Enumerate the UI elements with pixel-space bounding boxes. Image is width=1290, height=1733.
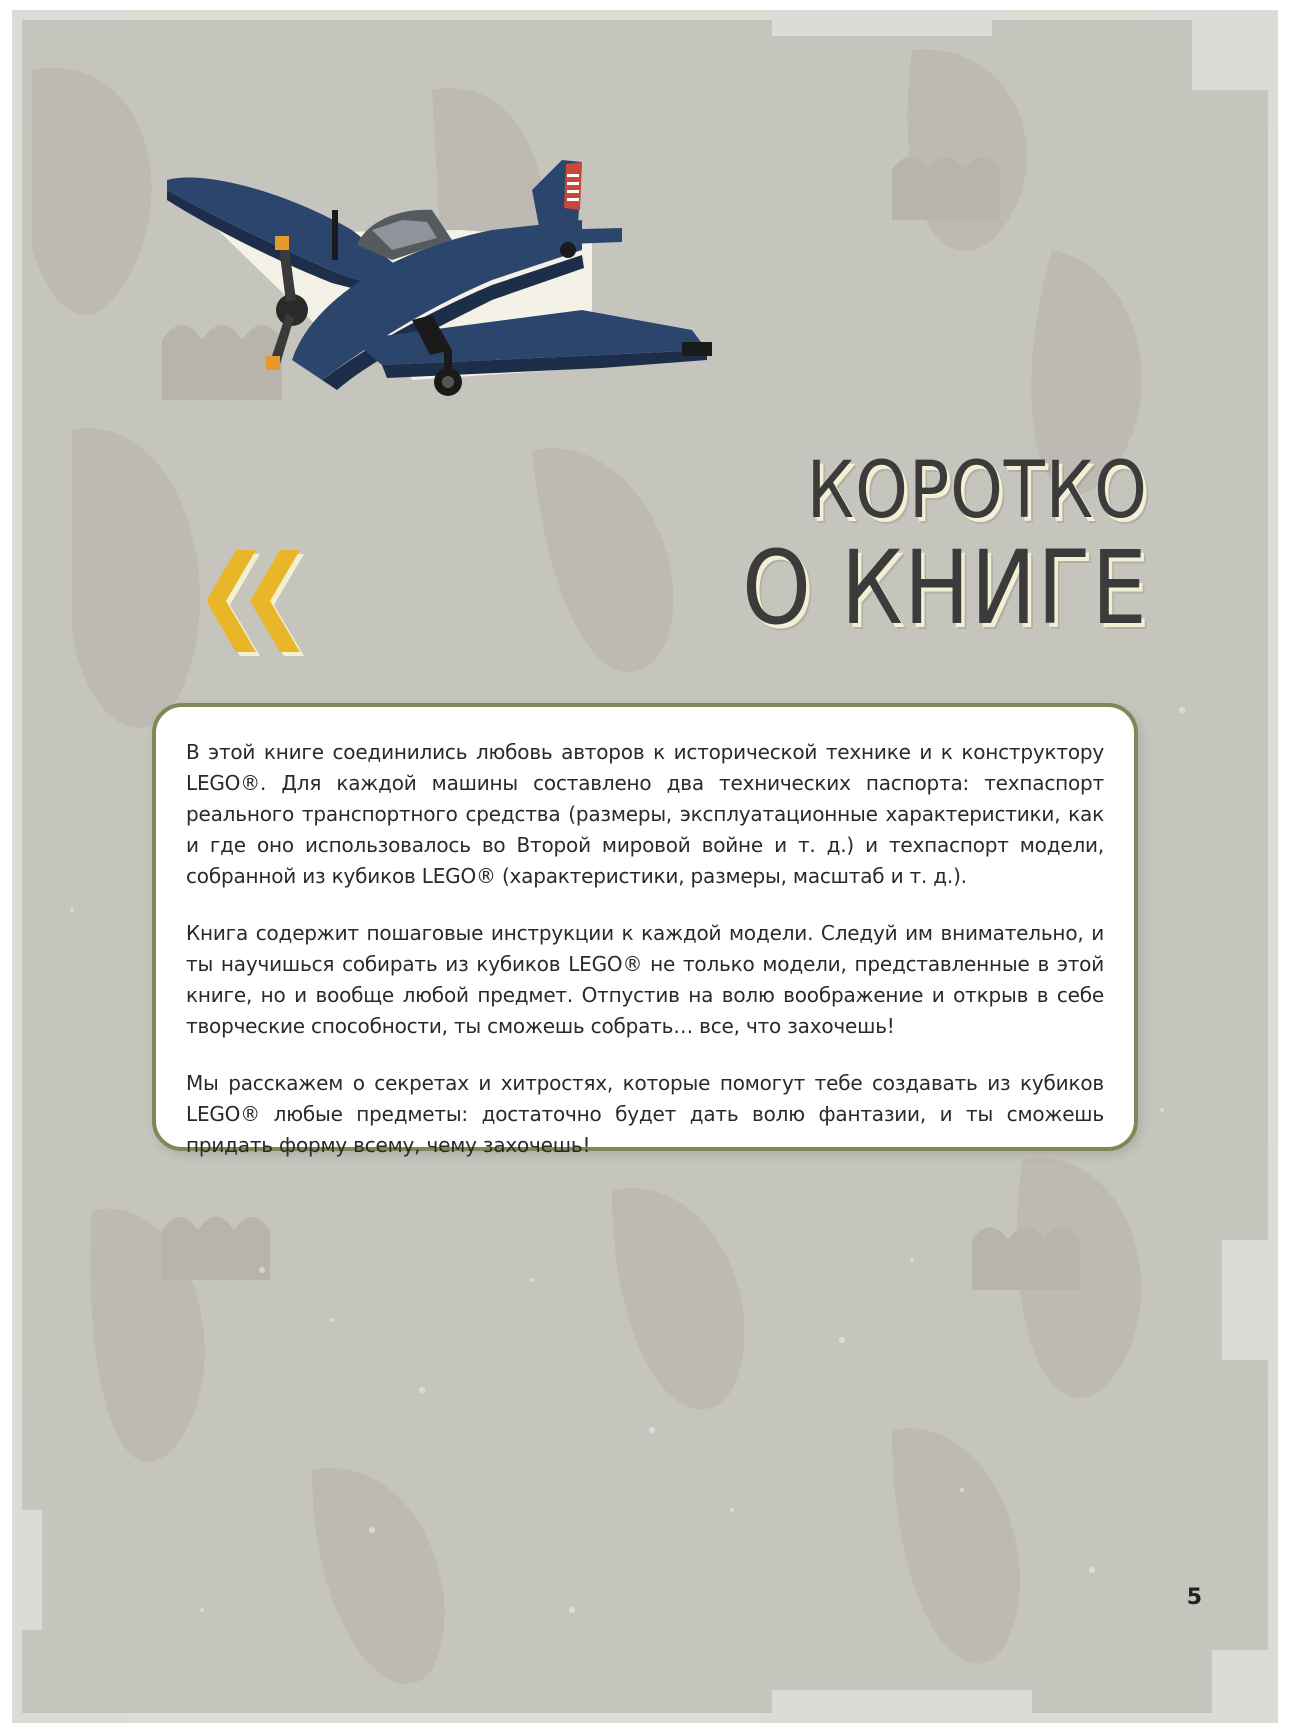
page-number: 5 [1186, 1585, 1202, 1610]
page [12, 10, 1278, 1723]
title-line-1: КОРОТКО [806, 446, 1148, 536]
paragraph-2: Книга содержит пошаговые инструкции к каждой модели. Следуй им внимательно, и ты научишься собирать из кубиков LEGO® не только модели, представленные в этой книге, но и вообще любой предмет. Отпустив на волю воображение и открыв в себе творческие способности, ты сможешь собрать… все, что захочешь! [186, 921, 1104, 1038]
intro-text-box [152, 703, 1138, 1157]
title-line-2: О КНИГЕ [742, 529, 1148, 648]
paragraph-3: Мы расскажем о секретах и хитростях, которые помогут тебе создавать из кубиков LEGO® любые предметы: достаточно будет дать волю фантазии, и ты сможешь придать форму всему, чему захочешь! [186, 1071, 1104, 1157]
double-chevron-quote-icon [208, 550, 308, 660]
plane-illustration [162, 150, 782, 440]
paragraph-1: В этой книге соединились любовь авторов к исторической технике и к конструктору LEGO®. Для каждой машины составлено два технических паспорта: техпаспорт реального транспортного средства (размеры, эксплуатационные характеристики, как и где оно использовалось во Второй мировой войне и т. д.) и техпаспорт модели, собранной из кубиков LEGO® (характеристики, размеры, масштаб и т. д.). [186, 740, 1104, 888]
page-title [676, 446, 1148, 648]
